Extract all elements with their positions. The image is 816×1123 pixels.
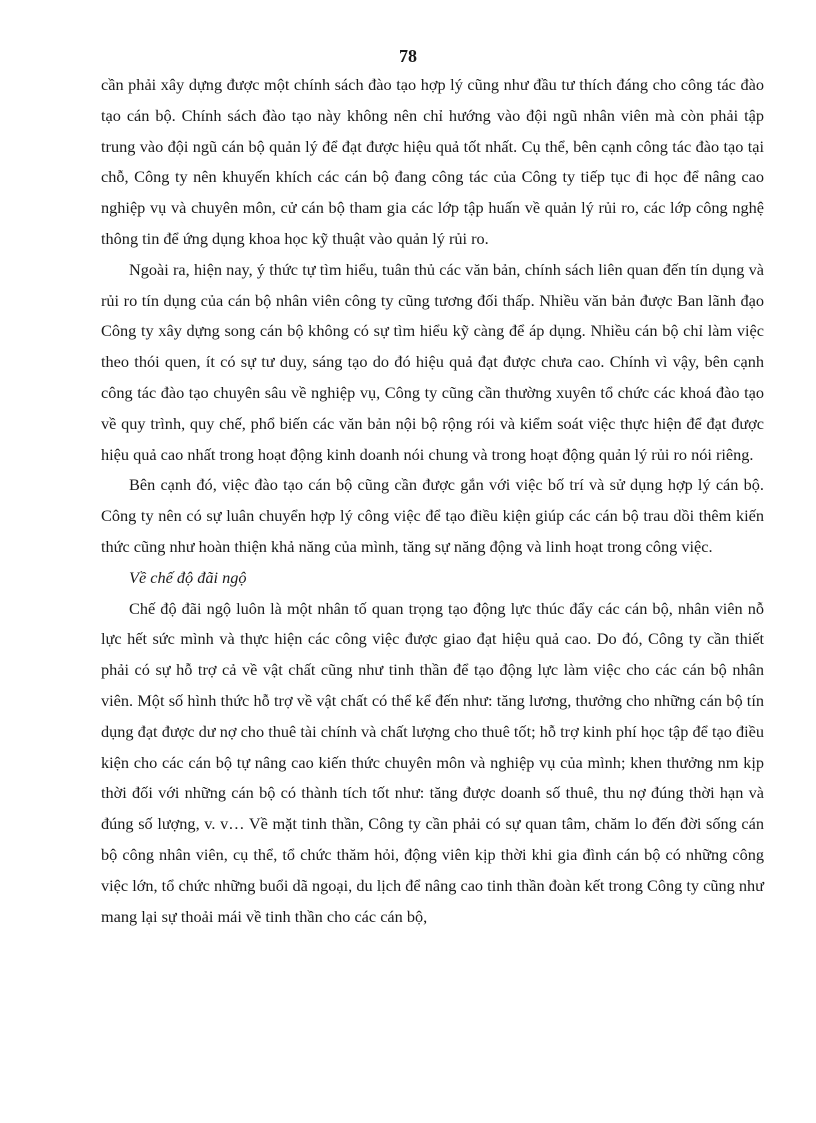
paragraph-compliance-awareness: Ngoài ra, hiện nay, ý thức tự tìm hiểu, tuân thủ các văn bản, chính sách liên quan đến tín dụng và rủi ro tín dụng của cán bộ nhân viên công ty cũng tương đối thấp. Nhiều văn bản được Ban lãnh đạo Công ty xây dựng song cán bộ không có sự tìm hiểu kỹ càng để áp dụng. Nhiều cán bộ chỉ làm việc theo thói quen, ít có sự tư duy, sáng tạo do đó hiệu quả đạt được chưa cao. Chính vì vậy, bên cạnh công tác đào tạo chuyên sâu về nghiệp vụ, Công ty cũng cần thường xuyên tổ chức các khoá đào tạo về quy trình, quy chế, phổ biến các văn bản nội bộ rộng rói và kiểm soát việc thực hiện để đạt được hiệu quả cao nhất trong hoạt động kinh doanh nói chung và trong hoạt động quản lý rủi ro nói riêng.	[101, 259, 764, 464]
section-heading-compensation: Về chế độ đãi ngộ	[129, 567, 247, 587]
paragraph-staff-rotation: Bên cạnh đó, việc đào tạo cán bộ cũng cần được gắn với việc bố trí và sử dụng hợp lý cán bộ. Công ty nên có sự luân chuyển hợp lý công việc để tạo điều kiện giúp các cán bộ trau dồi thêm kiến thức cũng như hoàn thiện khả năng của mình, tăng sự năng động và linh hoạt trong công việc.	[101, 475, 764, 556]
paragraph-training-policy: cần phải xây dựng được một chính sách đào tạo hợp lý cũng như đầu tư thích đáng cho công tác đào tạo cán bộ. Chính sách đào tạo này không nên chỉ hướng vào đội ngũ nhân viên mà còn phải tập trung vào đội ngũ cán bộ quản lý để đạt được hiệu quả tốt nhất. Cụ thể, bên cạnh công tác đào tạo tại chỗ, Công ty nên khuyến khích các cán bộ đang công tác của Công ty tiếp tục đi học để nâng cao nghiệp vụ và chuyên môn, cử cán bộ tham gia các lớp tập huấn về quản lý rủi ro, các lớp công nghệ thông tin để ứng dụng khoa học kỹ thuật vào quản lý rủi ro.	[101, 75, 764, 248]
page-number: 78	[399, 46, 417, 66]
body-text	[101, 70, 764, 932]
paragraph-compensation: Chế độ đãi ngộ luôn là một nhân tố quan trọng tạo động lực thúc đẩy các cán bộ, nhân viên nỗ lực hết sức mình và thực hiện các công việc được giao đạt hiệu quả cao. Do đó, Công ty cần thiết phải có sự hỗ trợ cả về vật chất cũng như tinh thần để tạo động lực làm việc cho các cán bộ nhân viên. Một số hình thức hỗ trợ về vật chất có thể kể đến như: tăng lương, thưởng cho những cán bộ tín dụng đạt được dư nợ cho thuê tài chính và chất lượng cho thuê tốt; hỗ trợ kinh phí học tập để tạo điều kiện cho các cán bộ tự nâng cao kiến thức chuyên môn và nghiệp vụ của mình; khen thưởng nm kịp thời đối với những cán bộ có thành tích tốt như: tăng được doanh số thuê, thu nợ đúng thời hạn và đúng số lượng, v. v… Về mặt tinh thần, Công ty cần phải có sự quan tâm, chăm lo đến đời sống cán bộ công nhân viên, cụ thể, tổ chức thăm hỏi, động viên kịp thời khi gia đình cán bộ có những công việc lớn, tổ chức những buổi dã ngoại, du lịch để nâng cao tinh thần đoàn kết trong Công ty cũng như mang lại sự thoải mái về tinh thần cho các cán bộ,	[101, 598, 764, 926]
